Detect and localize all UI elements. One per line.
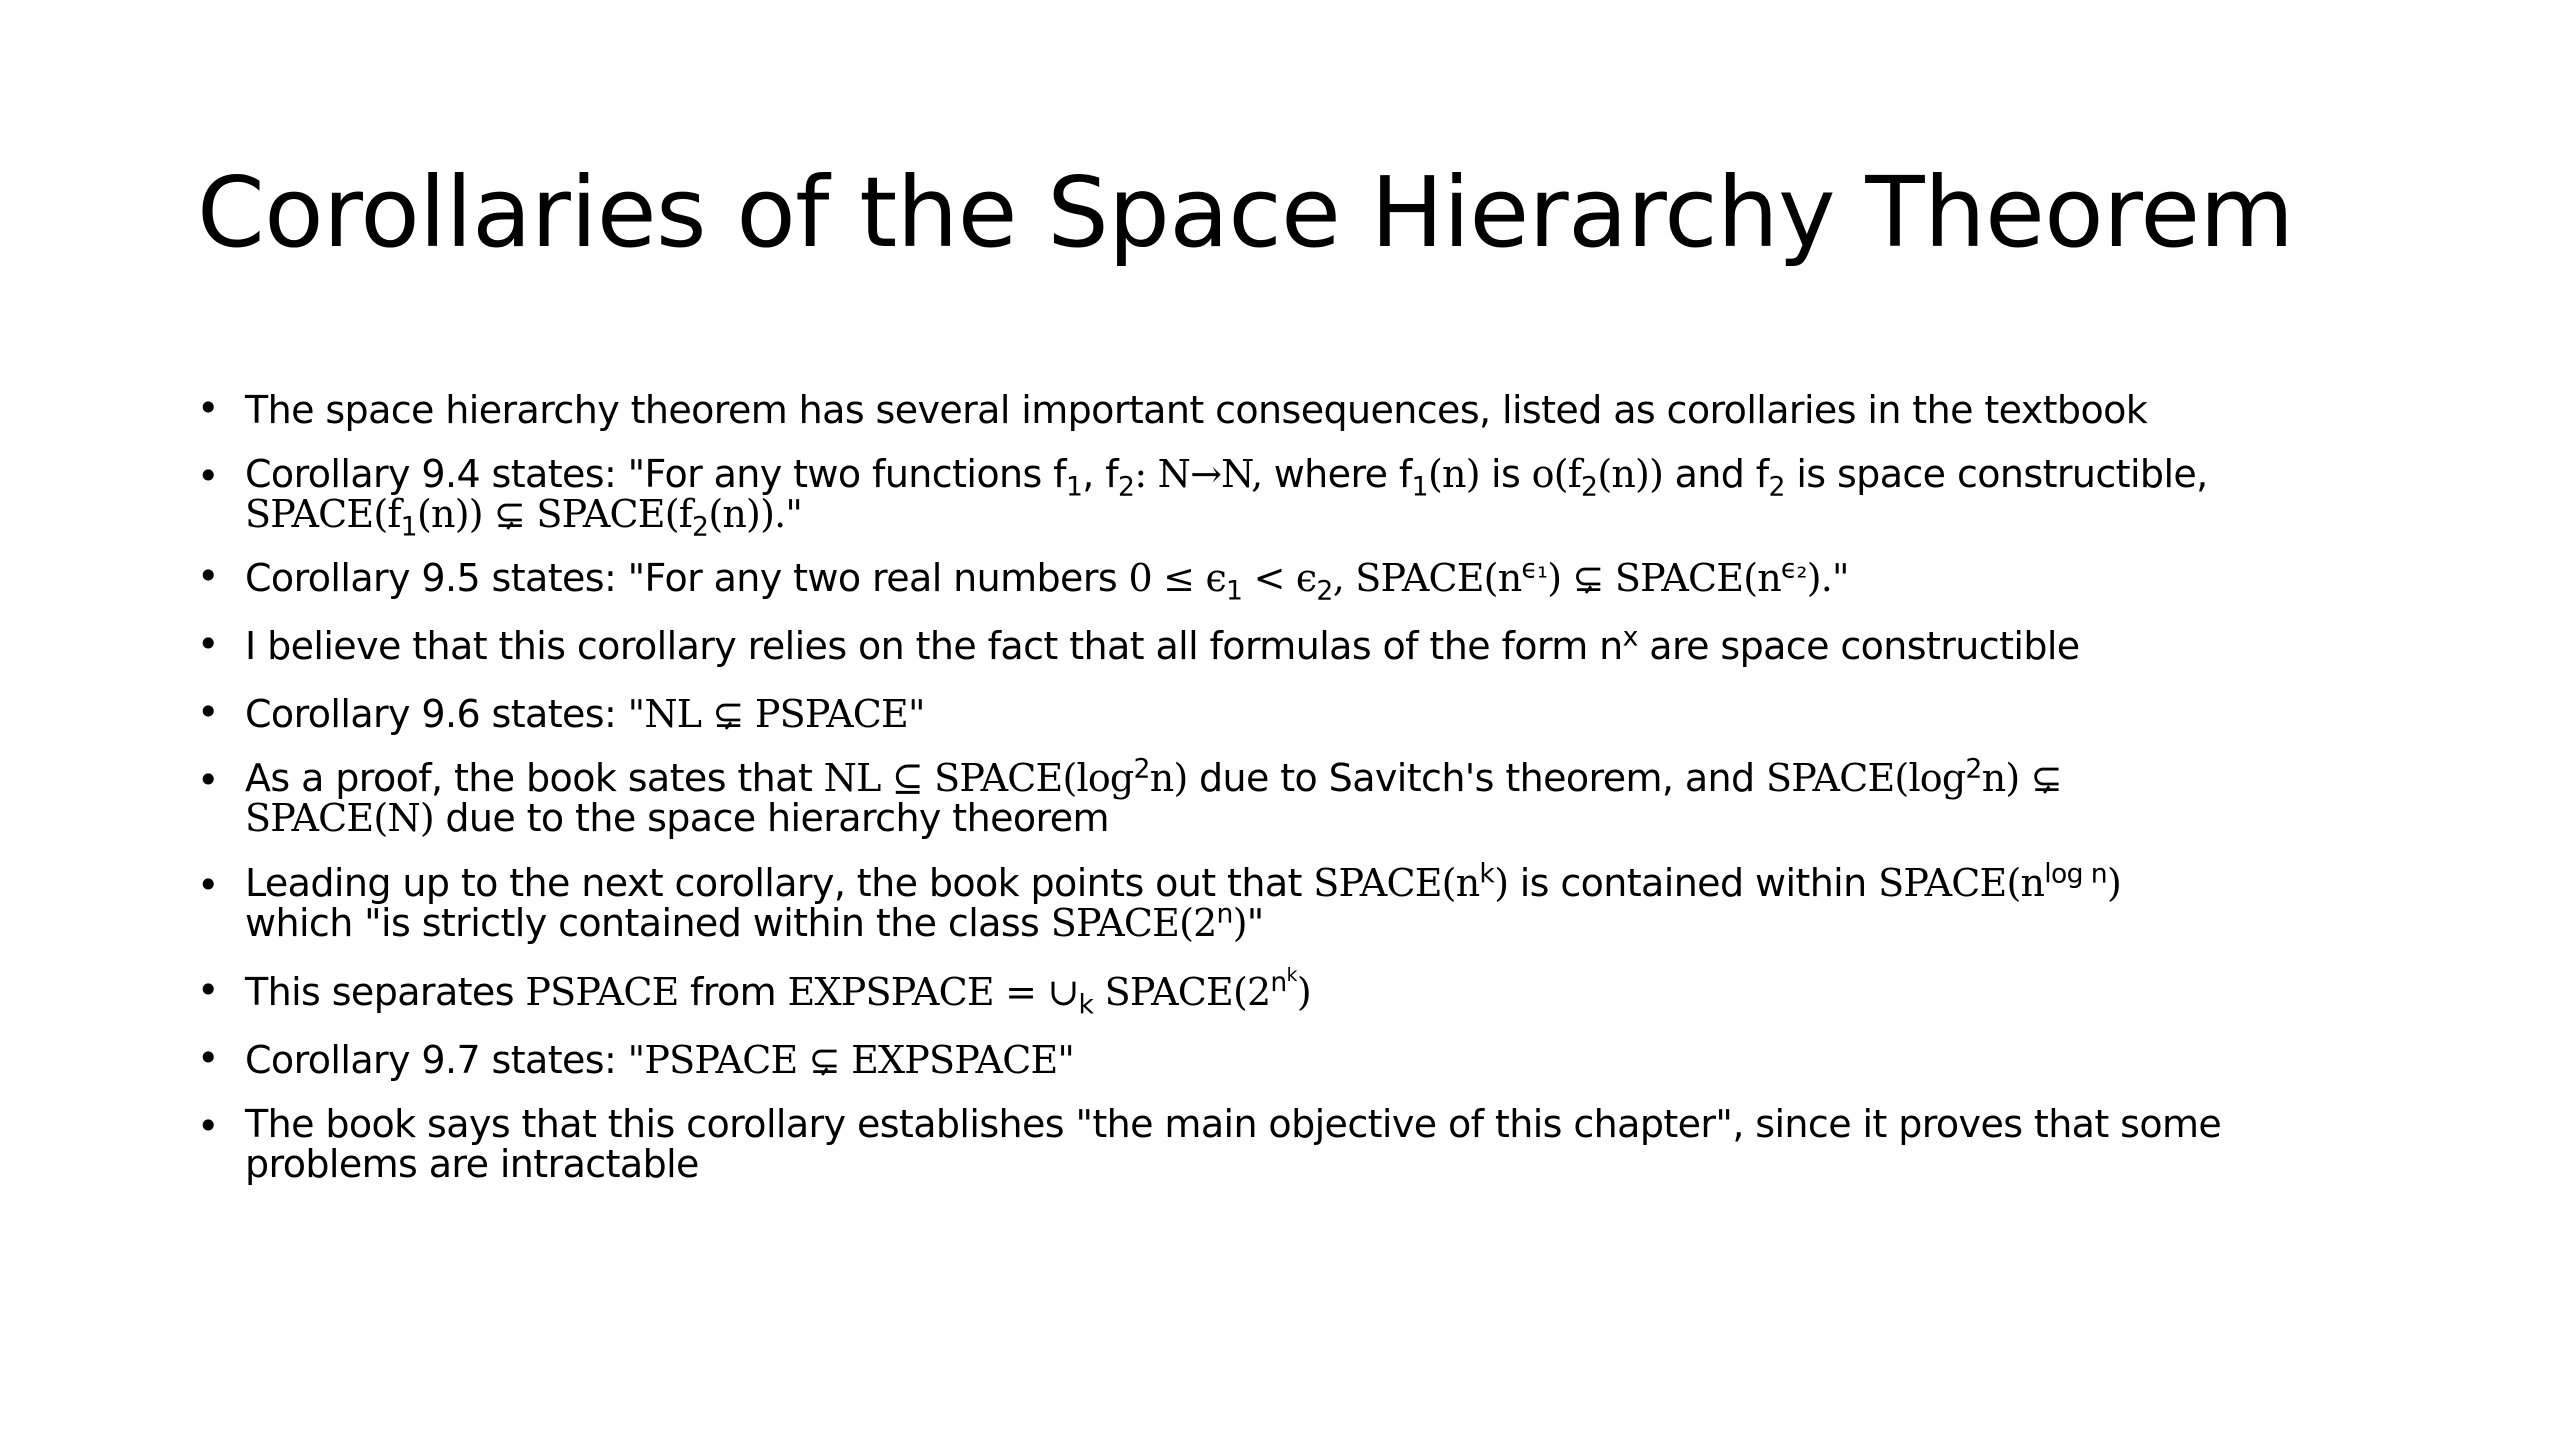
bullet-text-line [245,553,2397,607]
bullet-marker: • [197,622,219,666]
superscript: log n [2044,858,2108,890]
text-run: Corollary 9.7 states: [245,1038,628,1082]
subscript: 2 [1768,471,1785,503]
bullet-item [197,690,2397,738]
bullet-marker: • [197,968,219,1012]
bullet-marker: • [197,454,219,498]
math-run: ) [1494,861,1509,905]
math-run: ) [1296,970,1311,1014]
math-run: (n))." [708,492,803,536]
text-run: Corollary 9.6 states: [245,692,628,736]
text-run: As a proof, the book sates that [245,756,824,800]
bullet-text-line [245,965,2397,1021]
math-run: PSPACE [525,970,679,1014]
math-run: EXPSPACE = ∪ [787,970,1079,1014]
math-run: )." [1806,556,1849,600]
bullet-marker: • [197,758,219,802]
math-run: SPACE(n [1878,861,2045,905]
subscript: 1 [1065,471,1083,503]
superscript-base: n [1270,967,1287,999]
subscript: 2 [1118,471,1135,503]
text-run: Corollary 9.5 states: "For any two real numbers [245,556,1129,600]
bullet-text-line [245,753,2397,800]
bullet-text-line [245,452,2397,503]
math-run: o(f [1531,452,1582,496]
text-run: " [1246,901,1264,945]
subscript: 1 [400,511,417,543]
text-run: I believe that this corollary relies on the fact that all formulas of the form n [245,624,1623,668]
bullet-marker: • [197,1036,219,1080]
subscript: 1 [1411,471,1428,503]
text-run: which "is strictly contained within the class [245,901,1051,945]
math-run: n) [1149,756,1188,800]
superscript: ϵ₁ [1521,553,1548,585]
math-run: "NL ⊊ PSPACE" [627,692,925,736]
subscript: 2 [1581,471,1598,503]
slide-title: Corollaries of the Space Hierarchy Theorem [197,156,2294,269]
bullet-item [197,753,2397,840]
bullet-item [197,553,2397,607]
math-run: (n)) [1597,452,1664,496]
superscript: ϵ₂ [1780,553,1807,585]
superscript: 2 [1133,753,1150,785]
text-run: from [678,970,788,1014]
math-run: 0 ≤ ϵ [1128,556,1226,600]
math-run: n) ⊊ [1981,756,2062,800]
nested-superscript: k [1286,965,1297,987]
subscript: 2 [692,511,709,543]
math-run: SPACE(2 [1093,970,1271,1014]
text-run: is [1491,452,1532,496]
subscript: k [1078,989,1094,1021]
bullet-marker: • [197,1104,219,1148]
math-run: (n) [1428,452,1492,496]
text-run: is space constructible, [1784,452,2208,496]
math-run: SPACE(N) [245,796,434,840]
bullet-text-line [245,798,2397,838]
math-run: : N→N, [1134,452,1274,496]
text-run: due to the space hierarchy theorem [433,796,1109,840]
math-run: , SPACE(n [1332,556,1522,600]
text-run: , f [1082,452,1119,496]
subscript: 2 [1316,575,1333,607]
math-run: (n)) ⊊ SPACE(f [417,492,693,536]
bullet-text-line [245,858,2397,905]
bullet-item [197,1104,2397,1184]
bullet-text-line: problems are intractable [245,1142,699,1186]
subscript: 1 [1226,575,1243,607]
superscript: 2 [1965,753,1982,785]
text-run: Corollary 9.4 states: "For any two functions f [245,452,1066,496]
bullet-text-line: The book says that this corollary establishes "the main objective of this chapter", since it proves that some [245,1102,2222,1146]
bullet-marker: • [197,554,219,598]
bullet-marker: • [197,863,219,907]
bullet-text-line [245,492,2397,543]
math-run: "PSPACE ⊊ EXPSPACE" [627,1038,1075,1082]
bullet-text: The space hierarchy theorem has several important consequences, listed as corollaries in the textbook [245,388,2148,432]
text-run: This separates [245,970,526,1014]
bullet-text-line [245,898,2397,945]
math-run: SPACE(f [245,492,401,536]
bullet-text-line [245,1036,2397,1084]
text-run: where f [1273,452,1412,496]
math-run: SPACE(n [1313,861,1480,905]
bullet-item [197,965,2397,1021]
bullet-text-line [245,690,2397,738]
bullet-marker: • [197,386,219,430]
bullet-text-line [245,622,2397,670]
bullet-item [197,858,2397,945]
text-run: is contained within [1508,861,1879,905]
text-run: and f [1663,452,1769,496]
bullet-list [197,386,2397,1184]
math-run: NL ⊆ SPACE(log [823,756,1134,800]
math-run: ) [2107,861,2122,905]
math-run: ) ⊊ SPACE(n [1547,556,1781,600]
math-run: ) [1232,901,1247,945]
text-run: are space constructible [1637,624,2080,668]
bullet-item [197,1036,2397,1084]
math-run: < ϵ [1242,556,1317,600]
text-run: Leading up to the next corollary, the book points out that [245,861,1314,905]
bullet-item [197,386,2397,434]
bullet-marker: • [197,690,219,734]
superscript [1270,967,1296,998]
math-run: SPACE(log [1766,756,1966,800]
text-run: due to Savitch's theorem, and [1187,756,1767,800]
bullet-item [197,622,2397,670]
superscript: x [1622,621,1638,653]
math-run: SPACE(2 [1050,901,1217,945]
bullet-item [197,452,2397,543]
superscript: n [1216,898,1233,930]
superscript: k [1479,858,1495,890]
